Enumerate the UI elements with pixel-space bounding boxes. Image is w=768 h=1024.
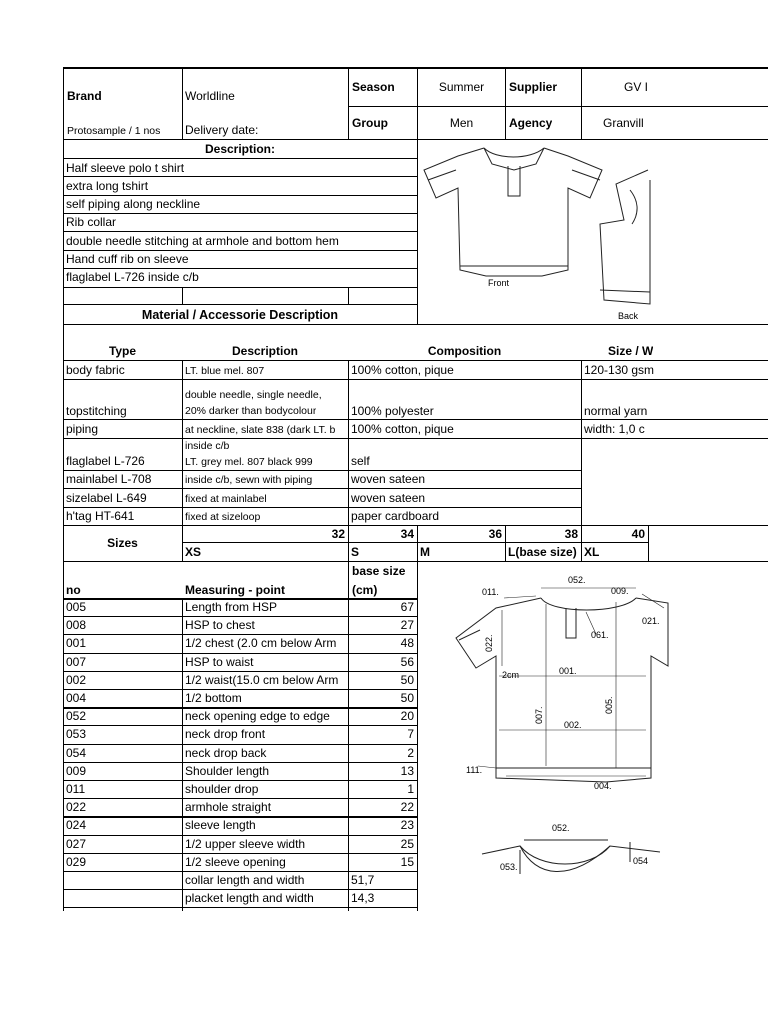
description-line: flaglabel L-726 inside c/b xyxy=(66,270,199,284)
measurement-no: 004 xyxy=(66,691,87,705)
diagram-label: 001. xyxy=(559,666,577,676)
size-name: XS xyxy=(185,545,202,559)
material-composition: woven sateen xyxy=(351,491,426,505)
measurement-point: 1/2 chest (2.0 cm below Arm xyxy=(185,636,337,650)
measurement-value: 15 xyxy=(400,855,414,869)
diagram-label: 009. xyxy=(611,586,629,596)
material-description: fixed at sizeloop xyxy=(185,511,261,523)
material-description: 20% darker than bodycolour xyxy=(185,405,317,417)
measurement-point: sleeve length xyxy=(185,818,256,832)
measurement-point: armhole straight xyxy=(185,800,272,814)
diagram-label: 2cm xyxy=(502,670,520,680)
measurement-header-no: no xyxy=(66,583,81,597)
material-header-description: Description xyxy=(231,344,298,358)
supplier-value: GV I xyxy=(624,80,649,94)
measurement-no: 053 xyxy=(66,727,87,741)
brand-label: Brand xyxy=(67,89,102,103)
material-size: 120-130 gsm xyxy=(584,363,655,377)
measurement-value: 1 xyxy=(407,782,414,796)
measurement-no: 001 xyxy=(66,636,87,650)
description-line: extra long tshirt xyxy=(66,179,149,193)
material-description: inside c/b, sewn with piping xyxy=(185,474,313,486)
measurement-no: 009 xyxy=(66,764,87,778)
diagram-label: 052. xyxy=(568,575,586,585)
diagram-label: 002. xyxy=(564,720,582,730)
measurement-diagram xyxy=(446,568,768,802)
material-composition: paper cardboard xyxy=(351,509,440,523)
delivery-date-label: Delivery date: xyxy=(185,123,259,137)
measurement-no: 002 xyxy=(66,673,87,687)
season-value: Summer xyxy=(438,80,485,94)
size-number: 36 xyxy=(488,527,502,541)
material-type: piping xyxy=(66,422,99,436)
polo-sketch xyxy=(418,140,768,325)
description-line: Half sleeve polo t shirt xyxy=(66,161,185,175)
description-line: Hand cuff rib on sleeve xyxy=(66,252,189,266)
material-header-composition: Composition xyxy=(427,344,502,358)
group-value: Men xyxy=(449,116,474,130)
diagram-label: 061. xyxy=(591,630,609,640)
material-description: LT. grey mel. 807 black 999 xyxy=(185,456,313,468)
size-number: 34 xyxy=(400,527,414,541)
material-size: normal yarn xyxy=(584,404,648,418)
material-composition: 100% cotton, pique xyxy=(351,363,454,377)
measurement-no: 011 xyxy=(66,782,86,796)
measurement-no: 005 xyxy=(66,600,87,614)
brand-value: Worldline xyxy=(185,89,235,103)
size-number: 40 xyxy=(631,527,645,541)
size-number: 32 xyxy=(331,527,345,541)
sizes-label: Sizes xyxy=(107,536,138,550)
size-number: 38 xyxy=(564,527,578,541)
diagram-label: 005. xyxy=(604,696,614,714)
measurement-value: 27 xyxy=(400,618,414,632)
base-size-header-line2: (cm) xyxy=(352,583,378,597)
material-title: Material / Accessorie Description xyxy=(141,308,339,322)
measurement-point: 1/2 sleeve opening xyxy=(185,855,286,869)
diagram-label: 021. xyxy=(642,616,660,626)
measurement-point: 1/2 bottom xyxy=(185,691,242,705)
size-name: XL xyxy=(584,545,600,559)
agency-label: Agency xyxy=(509,116,553,130)
diagram-label: 004. xyxy=(594,781,612,791)
measurement-no: 022 xyxy=(66,800,87,814)
material-header-size: Size / W xyxy=(608,344,654,358)
measurement-value: 51,7 xyxy=(351,873,375,887)
measurement-point: neck opening edge to edge xyxy=(185,709,330,723)
diagram-label: 007. xyxy=(534,706,544,724)
group-label: Group xyxy=(352,116,388,130)
back-caption: Back xyxy=(618,311,639,321)
diagram-label: 022. xyxy=(484,634,494,652)
description-line: double needle stitching at armhole and bottom hem xyxy=(66,234,339,248)
measurement-value: 48 xyxy=(400,636,414,650)
size-name: M xyxy=(420,545,430,559)
material-description-line1: inside c/b xyxy=(185,440,230,452)
front-caption: Front xyxy=(488,278,510,288)
measurement-point: HSP to waist xyxy=(185,655,254,669)
material-description: LT. blue mel. 807 xyxy=(185,365,265,377)
measurement-point: collar length and width xyxy=(185,873,305,887)
measurement-value: 7 xyxy=(407,727,414,741)
measurement-value: 14,3 xyxy=(351,891,375,905)
size-name: S xyxy=(351,545,360,559)
material-type: mainlabel L-708 xyxy=(66,472,152,486)
material-composition: 100% cotton, pique xyxy=(351,422,454,436)
measurement-point: neck drop back xyxy=(185,746,267,760)
measurement-value: 22 xyxy=(400,800,414,814)
measurement-value: 67 xyxy=(400,600,414,614)
description-line: Rib collar xyxy=(66,215,117,229)
measurement-point: neck drop front xyxy=(185,727,266,741)
neck-diagram xyxy=(480,818,768,898)
material-composition: 100% polyester xyxy=(351,404,434,418)
material-type: body fabric xyxy=(66,363,125,377)
neck-diagram-label: 053. xyxy=(500,862,518,872)
measurement-point: Shoulder length xyxy=(185,764,270,778)
agency-value: Granvill xyxy=(603,116,644,130)
measurement-no: 007 xyxy=(66,655,87,669)
material-description: fixed at mainlabel xyxy=(185,493,267,505)
measurement-value: 2 xyxy=(407,746,414,760)
material-type: h'tag HT-641 xyxy=(66,509,135,523)
material-description-line1: double needle, single needle, xyxy=(185,389,322,401)
measurement-value: 20 xyxy=(400,709,414,723)
material-type: sizelabel L-649 xyxy=(66,491,147,505)
measurement-value: 13 xyxy=(400,764,414,778)
measurement-point: placket length and width xyxy=(185,891,314,905)
description-line: self piping along neckline xyxy=(66,197,201,211)
measurement-point: 1/2 upper sleeve width xyxy=(185,837,306,851)
season-label: Season xyxy=(352,80,395,94)
measurement-no: 029 xyxy=(66,855,87,869)
diagram-label: 111. xyxy=(466,765,483,775)
measurement-value: 25 xyxy=(400,837,414,851)
measurement-value: 23 xyxy=(400,818,414,832)
material-header-type: Type xyxy=(108,344,137,358)
measurement-no: 054 xyxy=(66,746,87,760)
measurement-header-point: Measuring - point xyxy=(185,583,285,597)
material-size: width: 1,0 c xyxy=(584,422,645,436)
measurement-no: 027 xyxy=(66,837,87,851)
description-title: Description: xyxy=(204,142,275,156)
measurement-value: 56 xyxy=(400,655,414,669)
measurement-value: 50 xyxy=(400,691,414,705)
neck-diagram-label: 052. xyxy=(552,823,570,833)
measurement-point: HSP to chest xyxy=(185,618,255,632)
measurement-no: 008 xyxy=(66,618,87,632)
material-composition: woven sateen xyxy=(351,472,426,486)
diagram-label: 011. xyxy=(482,587,499,597)
measurement-point: 1/2 waist(15.0 cm below Arm xyxy=(185,673,339,687)
size-name: L(base size) xyxy=(508,545,577,559)
material-type: topstitching xyxy=(66,404,127,418)
material-type: flaglabel L-726 xyxy=(66,454,145,468)
measurement-point: Length from HSP xyxy=(185,600,278,614)
header-top-border xyxy=(63,67,768,69)
neck-diagram-label: 054 xyxy=(633,856,649,866)
material-composition: self xyxy=(351,454,370,468)
base-size-header-line1: base size xyxy=(352,564,406,578)
protosample-label: Protosample / 1 nos xyxy=(67,125,161,137)
supplier-label: Supplier xyxy=(509,80,558,94)
measurement-no: 024 xyxy=(66,818,87,832)
measurement-value: 50 xyxy=(400,673,414,687)
material-description: at neckline, slate 838 (dark LT. b xyxy=(185,424,336,436)
measurement-no: 052 xyxy=(66,709,87,723)
measurement-point: shoulder drop xyxy=(185,782,259,796)
